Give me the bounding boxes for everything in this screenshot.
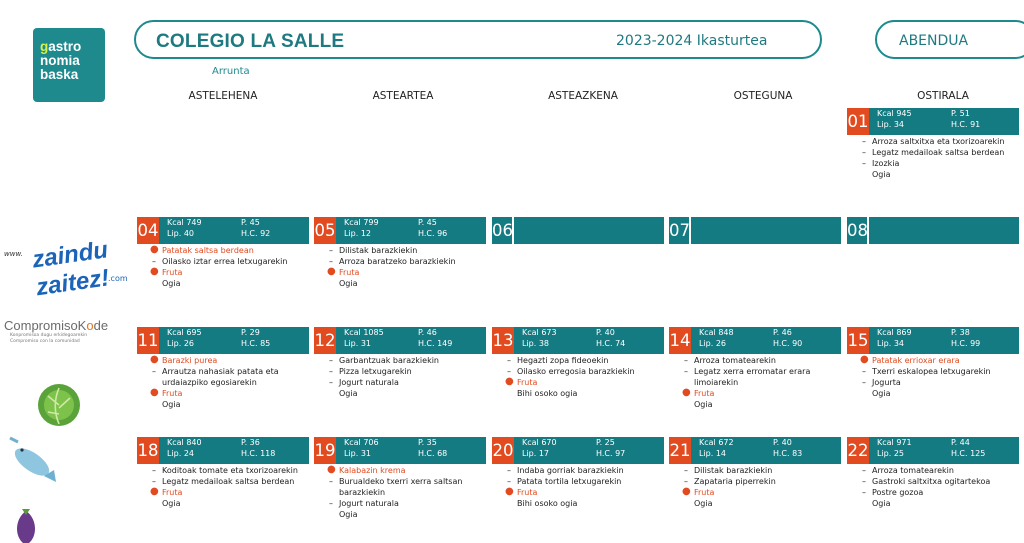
menu-item-text: Txerri eskalopea letxugarekin <box>872 367 991 376</box>
day-cell-22 <box>847 437 1019 509</box>
weekday-tuesday: ASTEARTEA <box>372 90 434 102</box>
nutrition-lip: Lip. 24 <box>167 449 195 458</box>
dash-bullet-icon: – <box>862 378 866 387</box>
day-number: 11 <box>137 327 159 354</box>
menu-item-text: Jogurta <box>872 378 901 387</box>
zaindu-com: .com <box>108 274 128 283</box>
compromiso-word-k: o <box>86 318 94 333</box>
compromiso-sub-es: Compromiso con la comunidad <box>10 339 80 344</box>
dash-bullet-icon: – <box>862 466 866 475</box>
day-header-band <box>847 327 1019 354</box>
menu-list <box>314 354 486 399</box>
school-title-banner <box>134 20 822 59</box>
day-cell-06 <box>492 217 664 244</box>
menu-item-text: Izozkia <box>872 159 900 168</box>
menu-item-text: Legatz medailoak saltsa berdean <box>872 148 1005 157</box>
nutrition-lip: Lip. 25 <box>877 449 905 458</box>
dash-bullet-icon: – <box>507 367 511 376</box>
day-number: 15 <box>847 327 869 354</box>
menu-item-text: Bihi osoko ogia <box>517 499 578 508</box>
menu-item <box>327 278 486 289</box>
menu-item-text: Arrautza nahasiak patata eta urdaiazpiko egosiarekin <box>162 367 279 387</box>
dash-bullet-icon: – <box>684 466 688 475</box>
dash-bullet-icon: – <box>329 356 333 365</box>
menu-item-text: Oilasko iztar errea letxugarekin <box>162 257 288 266</box>
day-header-band <box>847 108 1019 135</box>
nutrition-hc: H.C. 83 <box>773 449 803 458</box>
day-cell-11 <box>137 327 309 410</box>
nutrition-lip: Lip. 40 <box>167 229 195 238</box>
day-header-band <box>847 217 1019 244</box>
menu-item <box>327 267 486 278</box>
menu-item-text: Arroza baratzeko barazkiekin <box>339 257 456 266</box>
eggplant-icon <box>12 505 40 543</box>
menu-item-text: Ogia <box>872 499 891 508</box>
nutrition-kcal: Kcal 840 <box>167 438 202 447</box>
menu-item <box>860 136 1019 147</box>
compromiso-sub-eu: Konpromisoa dugu erkidegoarekin <box>10 333 88 338</box>
day-header-band <box>492 217 664 244</box>
nutrition-lip: Lip. 34 <box>877 120 905 129</box>
menu-item <box>682 465 841 476</box>
month-banner <box>875 20 1024 59</box>
menu-item-text: Ogia <box>694 400 713 409</box>
menu-item <box>327 366 486 377</box>
menu-item-text: Ogia <box>872 389 891 398</box>
nutrition-p: P. 40 <box>773 438 792 447</box>
menu-item <box>860 355 1019 366</box>
day-number: 01 <box>847 108 869 135</box>
nutrition-kcal: Kcal 945 <box>877 109 912 118</box>
menu-item <box>150 245 309 256</box>
nutrition-kcal: Kcal 848 <box>699 328 734 337</box>
dash-bullet-icon: – <box>152 477 156 486</box>
menu-item <box>860 169 1019 180</box>
dash-bullet-icon: – <box>684 367 688 376</box>
menu-item <box>860 158 1019 169</box>
highlight-dot-icon: ● <box>505 486 514 497</box>
highlight-dot-icon: ● <box>682 486 691 497</box>
menu-item <box>327 256 486 267</box>
nutrition-p: P. 25 <box>596 438 615 447</box>
menu-item-text: Legatz xerra erromatar erara limoiarekin <box>694 367 811 387</box>
nutrition-hc: H.C. 74 <box>596 339 626 348</box>
menu-list <box>847 464 1019 509</box>
nutrition-hc: H.C. 85 <box>241 339 271 348</box>
menu-item-text: Fruta <box>339 268 360 277</box>
nutrition-p: P. 51 <box>951 109 970 118</box>
logo-letter-g: g <box>40 39 49 54</box>
dash-bullet-icon: – <box>329 246 333 255</box>
nutrition-kcal: Kcal 799 <box>344 218 379 227</box>
menu-list <box>847 354 1019 399</box>
menu-item <box>860 487 1019 498</box>
menu-item <box>327 245 486 256</box>
dash-bullet-icon: – <box>684 356 688 365</box>
menu-item <box>150 399 309 410</box>
menu-item <box>150 267 309 278</box>
highlight-dot-icon: ● <box>505 376 514 387</box>
menu-item <box>150 465 309 476</box>
compromiso-word-a: CompromisoK <box>4 318 87 333</box>
dash-bullet-icon: – <box>684 477 688 486</box>
weekday-thursday: OSTEGUNA <box>733 90 793 102</box>
day-number: 12 <box>314 327 336 354</box>
day-cell-19 <box>314 437 486 520</box>
menu-item-text: Barazki purea <box>162 356 218 365</box>
menu-item-text: Fruta <box>517 488 538 497</box>
day-cell-12 <box>314 327 486 399</box>
day-number: 06 <box>492 217 514 244</box>
menu-item <box>327 465 486 476</box>
day-number: 18 <box>137 437 159 464</box>
weekday-monday: ASTELEHENA <box>188 90 258 102</box>
menu-item-text: Ogia <box>162 279 181 288</box>
school-title: COLEGIO LA SALLE <box>156 31 345 52</box>
dash-bullet-icon: – <box>329 257 333 266</box>
logo-text-line2: nomia <box>40 53 80 68</box>
day-number: 21 <box>669 437 691 464</box>
nutrition-lip: Lip. 34 <box>877 339 905 348</box>
gastronomia-baska-logo <box>33 28 105 102</box>
menu-item-text: Fruta <box>162 268 183 277</box>
dash-bullet-icon: – <box>862 488 866 497</box>
menu-item <box>150 498 309 509</box>
day-cell-01 <box>847 108 1019 180</box>
menu-item-text: Ogia <box>339 510 358 519</box>
zaindu-www: www. <box>4 250 23 258</box>
menu-item-text: Gastroki saltxitxa ogitartekoa <box>872 477 991 486</box>
nutrition-p: P. 38 <box>951 328 970 337</box>
menu-item-text: Arroza tomatearekin <box>694 356 776 365</box>
menu-item <box>150 278 309 289</box>
menu-item-text: Ogia <box>694 499 713 508</box>
menu-list <box>137 354 309 410</box>
nutrition-kcal: Kcal 695 <box>167 328 202 337</box>
menu-item-text: Patatak errioxar erara <box>872 356 960 365</box>
menu-item-text: Zapataria piperrekin <box>694 477 776 486</box>
menu-item <box>860 366 1019 377</box>
menu-item <box>682 399 841 410</box>
nutrition-p: P. 46 <box>418 328 437 337</box>
menu-item-text: Fruta <box>162 488 183 497</box>
nutrition-p: P. 44 <box>951 438 970 447</box>
compromiso-kode-logo <box>4 318 128 345</box>
menu-item-text: Dilistak barazkiekin <box>339 246 418 255</box>
day-header-band <box>847 437 1019 464</box>
day-header-band <box>137 217 309 244</box>
menu-item <box>505 366 664 377</box>
logo-text-line1: astro <box>48 39 82 54</box>
nutrition-lip: Lip. 31 <box>344 339 372 348</box>
menu-item <box>327 509 486 520</box>
weekday-friday: OSTIRALA <box>917 90 969 102</box>
menu-item-text: Fruta <box>162 389 183 398</box>
menu-item <box>327 388 486 399</box>
menu-item <box>860 388 1019 399</box>
nutrition-hc: H.C. 68 <box>418 449 448 458</box>
day-number: 22 <box>847 437 869 464</box>
highlight-dot-icon: ● <box>150 354 159 365</box>
nutrition-kcal: Kcal 749 <box>167 218 202 227</box>
day-cell-08 <box>847 217 1019 244</box>
menu-item-text: Indaba gorriak barazkiekin <box>517 466 624 475</box>
menu-item <box>682 388 841 399</box>
nutrition-lip: Lip. 14 <box>699 449 727 458</box>
fish-icon <box>4 436 60 484</box>
nutrition-hc: H.C. 92 <box>241 229 271 238</box>
day-header-band <box>669 437 841 464</box>
dash-bullet-icon: – <box>152 257 156 266</box>
dash-bullet-icon: – <box>507 477 511 486</box>
nutrition-hc: H.C. 90 <box>773 339 803 348</box>
nutrition-lip: Lip. 17 <box>522 449 550 458</box>
day-cell-14 <box>669 327 841 410</box>
menu-item <box>327 355 486 366</box>
day-header-band <box>137 327 309 354</box>
day-cell-15 <box>847 327 1019 399</box>
nutrition-hc: H.C. 149 <box>418 339 453 348</box>
dash-bullet-icon: – <box>329 378 333 387</box>
school-year: 2023-2024 Ikasturtea <box>616 33 768 49</box>
menu-list <box>314 244 486 289</box>
menu-list <box>492 464 664 509</box>
menu-list <box>669 354 841 410</box>
menu-item <box>682 476 841 487</box>
dash-bullet-icon: – <box>862 367 866 376</box>
menu-item <box>505 355 664 366</box>
menu-list <box>137 464 309 509</box>
menu-item-text: Dilistak barazkiekin <box>694 466 773 475</box>
menu-item <box>682 498 841 509</box>
menu-item-text: Koditoak tomate eta txorizoarekin <box>162 466 298 475</box>
day-number: 14 <box>669 327 691 354</box>
dash-bullet-icon: – <box>862 477 866 486</box>
menu-list <box>492 354 664 399</box>
zaindu-zaitez-logo <box>4 236 128 302</box>
dash-bullet-icon: – <box>862 159 866 168</box>
day-cell-04 <box>137 217 309 289</box>
day-cell-07 <box>669 217 841 244</box>
highlight-dot-icon: ● <box>150 387 159 398</box>
highlight-dot-icon: ● <box>150 486 159 497</box>
day-header-band <box>492 437 664 464</box>
menu-item-text: Bihi osoko ogia <box>517 389 578 398</box>
highlight-dot-icon: ● <box>150 244 159 255</box>
diet-type: Arrunta <box>212 66 250 77</box>
nutrition-lip: Lip. 31 <box>344 449 372 458</box>
menu-list <box>137 244 309 289</box>
menu-item <box>505 388 664 399</box>
menu-item-text: Pizza letxugarekin <box>339 367 412 376</box>
nutrition-p: P. 29 <box>241 328 260 337</box>
nutrition-hc: H.C. 118 <box>241 449 276 458</box>
menu-item-text: Fruta <box>517 378 538 387</box>
dash-bullet-icon: – <box>152 367 156 376</box>
menu-item-text: Ogia <box>162 400 181 409</box>
dash-bullet-icon: – <box>329 477 333 486</box>
menu-item <box>860 147 1019 158</box>
logo-text-line3: baska <box>40 67 79 82</box>
day-cell-18 <box>137 437 309 509</box>
menu-item-text: Burualdeko txerri xerra saltsan barazkiekin <box>339 477 463 497</box>
menu-item-text: Arroza tomatearekin <box>872 466 954 475</box>
dash-bullet-icon: – <box>507 356 511 365</box>
menu-item <box>327 377 486 388</box>
highlight-dot-icon: ● <box>682 387 691 398</box>
day-header-band <box>314 437 486 464</box>
menu-list <box>847 135 1019 180</box>
nutrition-hc: H.C. 97 <box>596 449 626 458</box>
nutrition-p: P. 46 <box>773 328 792 337</box>
menu-item <box>150 256 309 267</box>
day-cell-05 <box>314 217 486 289</box>
dash-bullet-icon: – <box>329 499 333 508</box>
menu-item-text: Ogia <box>872 170 891 179</box>
nutrition-p: P. 40 <box>596 328 615 337</box>
day-number: 07 <box>669 217 691 244</box>
highlight-dot-icon: ● <box>327 464 336 475</box>
nutrition-hc: H.C. 91 <box>951 120 981 129</box>
dash-bullet-icon: – <box>152 466 156 475</box>
menu-item-text: Hegazti zopa fideoekin <box>517 356 609 365</box>
menu-item <box>505 498 664 509</box>
day-number: 04 <box>137 217 159 244</box>
menu-item <box>505 465 664 476</box>
menu-item <box>505 487 664 498</box>
day-header-band <box>669 327 841 354</box>
month-title: ABENDUA <box>899 33 969 49</box>
highlight-dot-icon: ● <box>860 354 869 365</box>
nutrition-kcal: Kcal 869 <box>877 328 912 337</box>
menu-list <box>669 464 841 509</box>
menu-item-text: Jogurt naturala <box>339 499 399 508</box>
day-header-band <box>669 217 841 244</box>
menu-item <box>860 465 1019 476</box>
menu-item-text: Kalabazin krema <box>339 466 406 475</box>
menu-item <box>682 366 841 388</box>
nutrition-hc: H.C. 125 <box>951 449 986 458</box>
zaindu-word: zaindu zaitez! <box>30 236 111 302</box>
nutrition-lip: Lip. 26 <box>167 339 195 348</box>
nutrition-lip: Lip. 26 <box>699 339 727 348</box>
menu-item-text: Arroza saltxitxa eta txorizoarekin <box>872 137 1005 146</box>
menu-item-text: Jogurt naturala <box>339 378 399 387</box>
menu-item <box>860 498 1019 509</box>
nutrition-lip: Lip. 38 <box>522 339 550 348</box>
menu-item-text: Fruta <box>694 389 715 398</box>
menu-item-text: Garbantzuak barazkiekin <box>339 356 439 365</box>
compromiso-word-b: de <box>93 318 109 333</box>
menu-item <box>505 476 664 487</box>
nutrition-lip: Lip. 12 <box>344 229 372 238</box>
nutrition-kcal: Kcal 670 <box>522 438 557 447</box>
day-header-band <box>314 217 486 244</box>
menu-item <box>150 487 309 498</box>
dash-bullet-icon: – <box>329 367 333 376</box>
menu-item <box>505 377 664 388</box>
menu-item <box>150 366 309 388</box>
menu-item-text: Patata tortila letxugarekin <box>517 477 622 486</box>
menu-item <box>682 487 841 498</box>
menu-item <box>327 498 486 509</box>
lettuce-icon <box>36 382 82 428</box>
menu-item <box>860 377 1019 388</box>
menu-item-text: Patatak saltsa berdean <box>162 246 254 255</box>
menu-item-text: Ogia <box>339 279 358 288</box>
nutrition-p: P. 45 <box>241 218 260 227</box>
menu-item-text: Ogia <box>162 499 181 508</box>
day-number: 08 <box>847 217 869 244</box>
day-number: 13 <box>492 327 514 354</box>
day-number: 05 <box>314 217 336 244</box>
weekday-wednesday: ASTEAZKENA <box>548 90 618 102</box>
menu-list <box>314 464 486 520</box>
nutrition-hc: H.C. 96 <box>418 229 448 238</box>
nutrition-kcal: Kcal 673 <box>522 328 557 337</box>
nutrition-hc: H.C. 99 <box>951 339 981 348</box>
day-header-band <box>314 327 486 354</box>
dash-bullet-icon: – <box>862 148 866 157</box>
menu-item <box>150 355 309 366</box>
day-cell-21 <box>669 437 841 509</box>
dash-bullet-icon: – <box>507 466 511 475</box>
menu-item-text: Fruta <box>694 488 715 497</box>
nutrition-p: P. 45 <box>418 218 437 227</box>
day-cell-13 <box>492 327 664 399</box>
nutrition-kcal: Kcal 971 <box>877 438 912 447</box>
nutrition-kcal: Kcal 672 <box>699 438 734 447</box>
menu-item-text: Postre gozoa <box>872 488 924 497</box>
day-header-band <box>492 327 664 354</box>
highlight-dot-icon: ● <box>150 266 159 277</box>
nutrition-p: P. 36 <box>241 438 260 447</box>
menu-item <box>860 476 1019 487</box>
day-cell-20 <box>492 437 664 509</box>
menu-item <box>150 476 309 487</box>
menu-item-text: Oilasko erregosia barazkiekin <box>517 367 635 376</box>
menu-item <box>682 355 841 366</box>
day-number: 20 <box>492 437 514 464</box>
day-header-band <box>137 437 309 464</box>
nutrition-kcal: Kcal 706 <box>344 438 379 447</box>
nutrition-p: P. 35 <box>418 438 437 447</box>
dash-bullet-icon: – <box>862 137 866 146</box>
menu-item-text: Ogia <box>339 389 358 398</box>
menu-item <box>327 476 486 498</box>
menu-item <box>150 388 309 399</box>
nutrition-kcal: Kcal 1085 <box>344 328 384 337</box>
highlight-dot-icon: ● <box>327 266 336 277</box>
day-number: 19 <box>314 437 336 464</box>
menu-item-text: Legatz medailoak saltsa berdean <box>162 477 295 486</box>
